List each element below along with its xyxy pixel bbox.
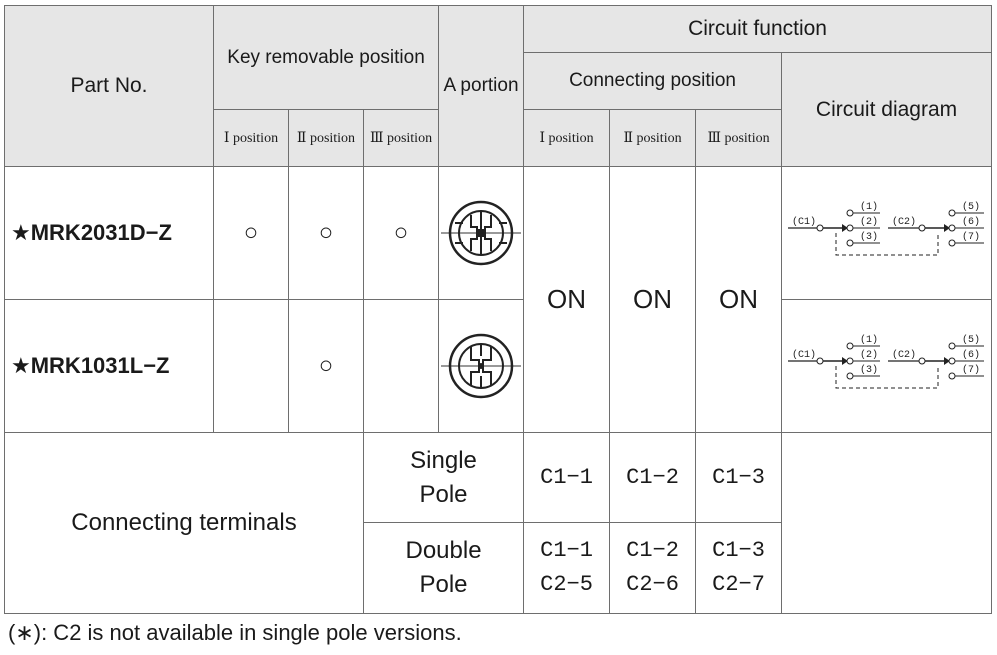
key-mark <box>364 300 439 433</box>
terminal-code: C1−2 C2−6 <box>610 523 696 614</box>
terminal-label: (C1) <box>791 217 816 228</box>
terminal-code: C1−2 <box>610 433 696 523</box>
part-number: ★MRK2031D−Z <box>5 167 214 300</box>
connecting-state: ON <box>524 167 610 433</box>
terminal-label: (2) <box>859 217 878 228</box>
circuit-diagram <box>784 326 990 406</box>
terminal-label: (2) <box>859 350 878 361</box>
key-position-3-header: Ⅲ position <box>364 110 439 167</box>
terminal-label: (5) <box>961 335 980 346</box>
table-row <box>5 433 992 523</box>
part-no-header: Part No. <box>5 6 214 167</box>
connecting-position-header: Connecting position <box>524 53 782 110</box>
table-row <box>5 300 992 433</box>
key-mark: ○ <box>289 300 364 433</box>
key-position-1-header: Ⅰ position <box>214 110 289 167</box>
key-removable-header: Key removable position <box>214 6 439 110</box>
circuit-diagram-header: Circuit diagram <box>782 53 992 167</box>
terminal-label: (C2) <box>891 217 916 228</box>
terminal-code: C1−1 C2−5 <box>524 523 610 614</box>
a-portion-cell <box>439 167 524 300</box>
terminal-label: (5) <box>961 202 980 213</box>
terminal-label: (6) <box>961 217 980 228</box>
circuit-diagram-cell <box>782 300 992 433</box>
key-mark: ○ <box>214 167 289 300</box>
terminal-label: (C2) <box>891 350 916 361</box>
terminal-label: (7) <box>961 365 980 376</box>
key-mark <box>214 300 289 433</box>
key-cylinder-icon <box>441 193 521 273</box>
key-mark: ○ <box>364 167 439 300</box>
key-position-2-header: Ⅱ position <box>289 110 364 167</box>
circuit-diagram <box>784 193 990 273</box>
terminal-label: (6) <box>961 350 980 361</box>
connecting-state: ON <box>610 167 696 433</box>
a-portion-cell <box>439 300 524 433</box>
circuit-diagram-cell <box>782 167 992 300</box>
key-mark: ○ <box>289 167 364 300</box>
empty-cell <box>782 433 992 614</box>
footnote: (∗): C2 is not available in single pole versions. <box>8 620 462 645</box>
terminal-label: (C1) <box>791 350 816 361</box>
part-number: ★MRK1031L−Z <box>5 300 214 433</box>
terminal-code: C1−1 <box>524 433 610 523</box>
terminal-code: C1−3 <box>696 433 782 523</box>
connecting-terminals-label: Connecting terminals <box>5 433 364 614</box>
key-cylinder-icon <box>441 326 521 406</box>
table-row <box>5 167 992 300</box>
terminal-label: (3) <box>859 365 878 376</box>
terminal-label: (7) <box>961 232 980 243</box>
single-pole-label: Single Pole <box>364 433 524 523</box>
terminal-label: (3) <box>859 232 878 243</box>
terminal-code: C1−3 C2−7 <box>696 523 782 614</box>
circuit-function-header: Circuit function <box>524 6 992 53</box>
double-pole-label: Double Pole <box>364 523 524 614</box>
spec-table <box>4 5 992 614</box>
connecting-state: ON <box>696 167 782 433</box>
terminal-label: (1) <box>859 335 878 346</box>
terminal-label: (1) <box>859 202 878 213</box>
connect-position-1-header: Ⅰ position <box>524 110 610 167</box>
a-portion-header: A portion <box>439 6 524 167</box>
connect-position-2-header: Ⅱ position <box>610 110 696 167</box>
connect-position-3-header: Ⅲ position <box>696 110 782 167</box>
